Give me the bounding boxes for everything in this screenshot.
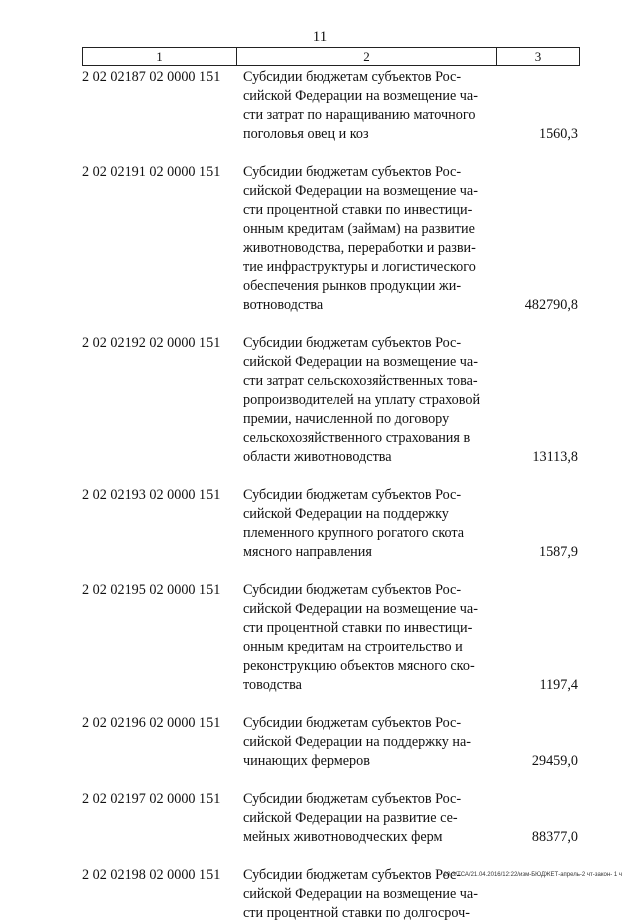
description-line: вотноводства — [243, 297, 324, 313]
description-line: Субсидии бюджетам субъектов Рос- — [243, 715, 462, 731]
budget-code: 2 02 02187 02 0000 151 — [82, 69, 221, 85]
description-line: сти процентной ставки по инвестици- — [243, 620, 473, 636]
description-line: чинающих фермеров — [243, 753, 370, 769]
row-description — [243, 790, 493, 847]
description-line: Субсидии бюджетам субъектов Рос- — [243, 487, 462, 503]
description-line: реконструкцию объектов мясного ско- — [243, 658, 475, 674]
budget-code: 2 02 02196 02 0000 151 — [82, 715, 221, 731]
header-col-1: 1 — [83, 48, 237, 65]
description-line: онным кредитам на строительство и — [243, 639, 463, 655]
description-line: Субсидии бюджетам субъектов Рос- — [243, 867, 462, 883]
description-line: ропроизводителей на уплату страховой — [243, 392, 481, 408]
table-header — [82, 47, 580, 66]
description-line: области животноводства — [243, 449, 392, 465]
description-line: сийской Федерации на возмещение ча- — [243, 601, 478, 617]
description-line: сийской Федерации на возмещение ча- — [243, 88, 478, 104]
row-description — [243, 714, 493, 771]
description-line: сийской Федерации на поддержку — [243, 506, 449, 522]
description-line: товодства — [243, 677, 302, 693]
description-line: Субсидии бюджетам субъектов Рос- — [243, 69, 462, 85]
table-row — [82, 790, 578, 847]
description-line: премии, начисленной по договору — [243, 411, 450, 427]
description-line: обеспечения рынков продукции жи- — [243, 278, 462, 294]
description-line: сти процентной ставки по долгосроч- — [243, 905, 470, 921]
description-line: Субсидии бюджетам субъектов Рос- — [243, 582, 462, 598]
header-col-3: 3 — [534, 48, 542, 64]
table-row — [82, 486, 578, 562]
budget-code: 2 02 02191 02 0000 151 — [82, 164, 221, 180]
description-line: тие инфраструктуры и логистического — [243, 259, 476, 275]
row-description — [243, 334, 493, 467]
budget-code: 2 02 02197 02 0000 151 — [82, 791, 221, 807]
page-number: 11 — [312, 29, 328, 45]
row-amount: 482790,8 — [524, 297, 578, 313]
table-row — [82, 714, 578, 771]
budget-code: 2 02 02193 02 0000 151 — [82, 487, 221, 503]
table-row — [82, 68, 578, 144]
description-line: сийской Федерации на возмещение ча- — [243, 886, 478, 902]
description-line: племенного крупного рогатого скота — [243, 525, 465, 541]
description-line: Субсидии бюджетам субъектов Рос- — [243, 791, 462, 807]
description-line: сельскохозяйственного страхования в — [243, 430, 471, 446]
budget-code: 2 02 02195 02 0000 151 — [82, 582, 221, 598]
budget-code: 2 02 02198 02 0000 151 — [82, 867, 221, 883]
row-amount: 29459,0 — [531, 753, 578, 769]
row-description — [243, 486, 493, 562]
description-line: Субсидии бюджетам субъектов Рос- — [243, 335, 462, 351]
budget-code: 2 02 02192 02 0000 151 — [82, 335, 221, 351]
description-line: сийской Федерации на возмещение ча- — [243, 354, 478, 370]
description-line: поголовья овец и коз — [243, 126, 369, 142]
description-line: сийской Федерации на возмещение ча- — [243, 183, 478, 199]
header-col-2: 2 — [237, 48, 497, 65]
description-line: Субсидии бюджетам субъектов Рос- — [243, 164, 462, 180]
description-line: мейных животноводческих ферм — [243, 829, 443, 845]
description-line: сийской Федерации на развитие се- — [243, 810, 458, 826]
row-description — [243, 68, 493, 144]
row-amount: 88377,0 — [531, 829, 578, 845]
description-line: сти затрат сельскохозяйственных това- — [243, 373, 478, 389]
row-amount: 13113,8 — [532, 449, 578, 465]
table-row — [82, 334, 578, 467]
description-line: сти затрат по наращиванию маточного — [243, 107, 476, 123]
description-line: сти процентной ставки по инвестици- — [243, 202, 473, 218]
description-line: животноводства, переработки и разви- — [243, 240, 476, 256]
row-amount: 1587,9 — [538, 544, 578, 560]
row-description — [243, 163, 493, 315]
table-row — [82, 581, 578, 695]
table-row — [82, 163, 578, 315]
row-amount: 1560,3 — [538, 126, 578, 142]
row-description — [243, 581, 493, 695]
description-line: онным кредитам (займам) на развитие — [243, 221, 475, 237]
description-line: сийской Федерации на поддержку на- — [243, 734, 472, 750]
row-amount: 1197,4 — [539, 677, 578, 693]
document-footer: 20.3/ТСА/21.04.2016/12:22/изм-БЮДЖЕТ-апрель-2 чт-закон- 1 ч — [443, 872, 622, 878]
table-body — [82, 68, 578, 923]
description-line: мясного направления — [243, 544, 372, 560]
